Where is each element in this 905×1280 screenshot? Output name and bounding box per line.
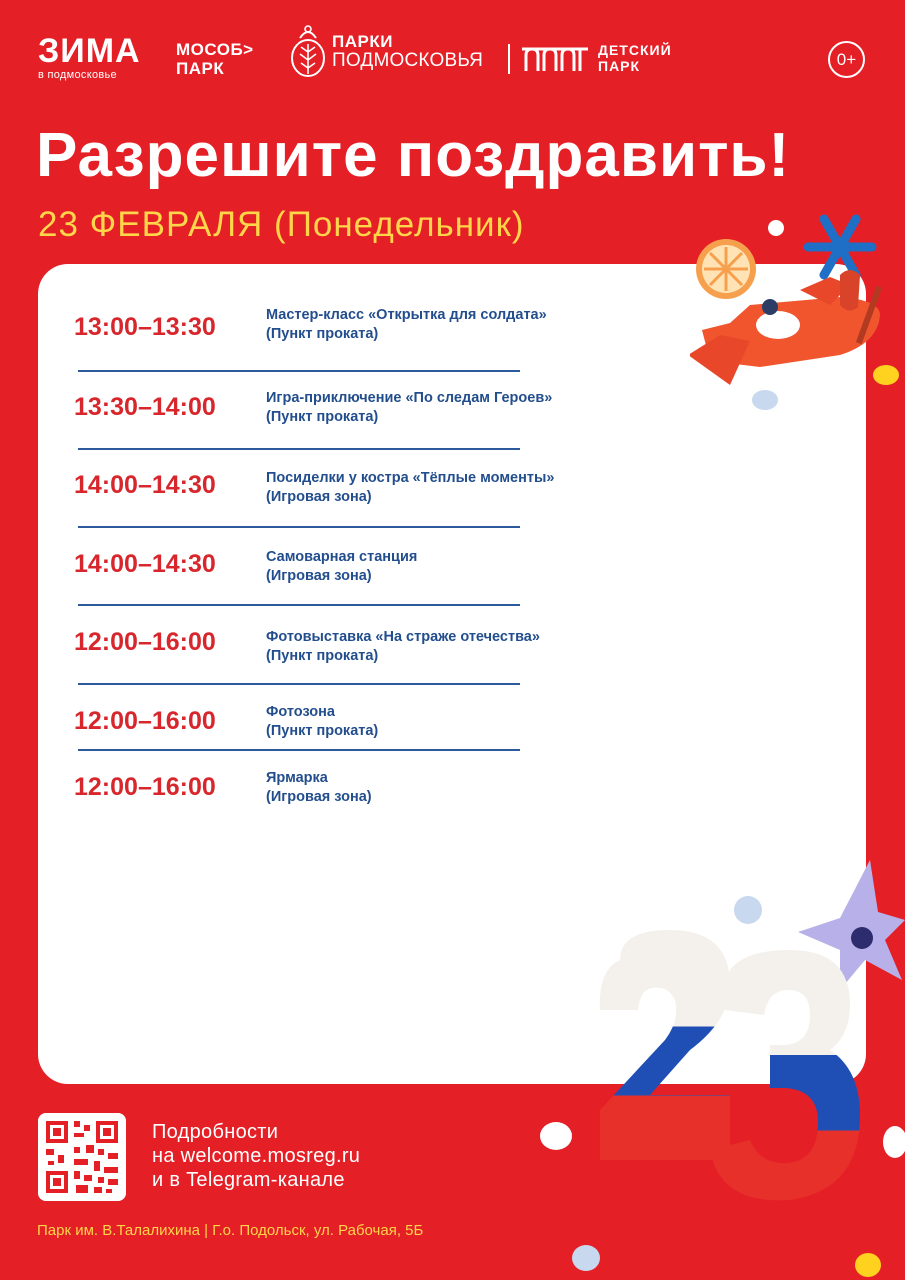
footer-website-link[interactable]: на welcome.mosreg.ru: [152, 1145, 361, 1167]
row-divider: [78, 370, 520, 372]
schedule-event: Ярмарка: [266, 770, 328, 786]
schedule-time: 14:00–14:30: [74, 550, 216, 578]
schedule-location: (Игровая зона): [266, 488, 372, 505]
row-divider: [78, 448, 520, 450]
row-divider: [78, 749, 520, 751]
zima-logo: [38, 34, 141, 81]
footer-telegram-link[interactable]: и в Telegram-канале: [152, 1169, 345, 1191]
airplane-illustration-icon: [690, 205, 900, 420]
mosob-park-logo: [176, 40, 254, 78]
schedule-location: (Пункт проката): [266, 647, 379, 664]
number-23-illustration-icon: [540, 860, 905, 1280]
parki-logo-line2: ПОДМОСКОВЬЯ: [332, 49, 484, 71]
schedule-time: 12:00–16:00: [74, 628, 216, 656]
zima-logo-title: ЗИМА: [38, 32, 141, 70]
schedule-event: Самоварная станция: [266, 549, 418, 565]
parki-logo-line1: ПАРКИ: [332, 31, 393, 51]
park-address: Парк им. В.Талалихина | Г.о. Подольск, ул. Рабочая, 5Б: [37, 1222, 424, 1239]
footer-line1: Подробности: [152, 1121, 279, 1143]
footer-info: [152, 1120, 360, 1192]
schedule-event: Фотовыставка «На страже отечества»: [266, 629, 540, 645]
schedule-event: Игра-приключение «По следам Героев»: [266, 390, 553, 406]
page-title: Разрешите поздравить!: [36, 121, 791, 190]
event-date: 23 ФЕВРАЛЯ (Понедельник): [38, 205, 525, 244]
age-rating-badge: 0+: [828, 41, 865, 78]
row-divider: [78, 683, 520, 685]
parki-podmoskovya-logo: [290, 24, 483, 78]
detsky-park-logo: [520, 42, 672, 74]
detsky-logo-line2: ПАРК: [598, 58, 641, 74]
schedule-time: 14:00–14:30: [74, 471, 216, 499]
row-divider: [78, 526, 520, 528]
header: [0, 0, 905, 110]
row-divider: [78, 604, 520, 606]
schedule-event: Мастер-класс «Открытка для солдата»: [266, 307, 547, 323]
schedule-location: (Пункт проката): [266, 408, 379, 425]
schedule-event: Посиделки у костра «Тёплые моменты»: [266, 470, 555, 486]
mosob-logo-line1: МОСОБ>: [176, 40, 254, 59]
schedule-time: 13:00–13:30: [74, 313, 216, 341]
schedule-event: Фотозона: [266, 704, 335, 720]
schedule-location: (Пункт проката): [266, 325, 379, 342]
detsky-logo-line1: ДЕТСКИЙ: [598, 42, 672, 58]
schedule-location: (Пункт проката): [266, 722, 379, 739]
zima-logo-subtitle: в подмосковье: [38, 69, 117, 81]
schedule-time: 13:30–14:00: [74, 393, 216, 421]
mosob-logo-line2: ПАРК: [176, 59, 225, 78]
schedule-time: 12:00–16:00: [74, 773, 216, 801]
leaf-emblem-icon: [290, 24, 326, 78]
schedule-location: (Игровая зона): [266, 567, 372, 584]
schedule-time: 12:00–16:00: [74, 707, 216, 735]
schedule-location: (Игровая зона): [266, 788, 372, 805]
logo-divider: [508, 44, 510, 74]
gate-emblem-icon: [520, 43, 590, 73]
qr-code-icon[interactable]: [38, 1113, 126, 1201]
